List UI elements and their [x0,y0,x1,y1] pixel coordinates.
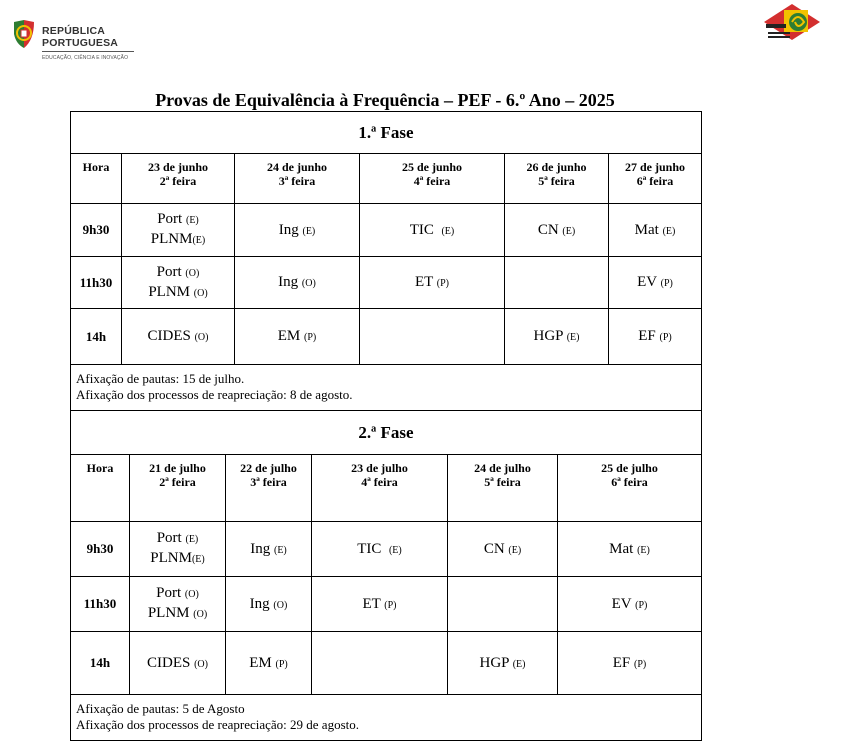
schedule-row [71,632,702,695]
exam-cell: Port (O) PLNM (O) [130,577,226,632]
day-header: 22 de julho 3ª feira [226,455,312,522]
exam-cell [505,257,609,309]
hora-cell: 14h [71,309,122,365]
phase2-schedule-table [70,410,702,741]
day-header: 24 de julho 5ª feira [448,455,558,522]
day-header: 25 de julho 6ª feira [558,455,702,522]
hora-cell: 11h30 [71,577,130,632]
republica-portuguesa-logo [10,18,140,68]
note-pautas: Afixação de pautas: 15 de julho. [76,371,245,386]
exam-cell: Mat (E) [558,522,702,577]
exam-cell: Ing (E) [235,204,360,257]
phase1-notes-row [71,365,702,411]
exam-cell: Ing (O) [235,257,360,309]
day-header: 27 de junho 6ª feira [609,154,702,204]
phase1-title-row [71,112,702,154]
logo-text-portuguesa: PORTUGUESA [42,37,119,49]
schedule-row [71,309,702,365]
exam-cell: EV (P) [558,577,702,632]
exam-cell [448,577,558,632]
schedule-row [71,577,702,632]
exam-cell: EV (P) [609,257,702,309]
phase2-header-row [71,455,702,522]
exam-cell: Mat (E) [609,204,702,257]
exam-cell: HGP (E) [505,309,609,365]
phase1-label: 1.ª Fase [71,112,702,154]
note-pautas: Afixação de pautas: 5 de Agosto [76,701,245,716]
phase2-title-row [71,411,702,455]
exam-cell: HGP (E) [448,632,558,695]
exam-cell: EM (P) [235,309,360,365]
exam-cell: TIC (E) [360,204,505,257]
phase1-header-row [71,154,702,204]
hora-cell: 9h30 [71,204,122,257]
exam-cell: Port (O) PLNM (O) [122,257,235,309]
hora-cell: 14h [71,632,130,695]
logo-divider [42,51,134,52]
document-title: Provas de Equivalência à Frequência – PEF - 6.º Ano – 2025 [155,90,615,110]
exam-cell: ET (P) [312,577,448,632]
phase2-label: 2.ª Fase [71,411,702,455]
note-reapreciacao: Afixação dos processos de reapreciação: 29 de agosto. [76,717,359,732]
schedule-row [71,522,702,577]
schedule-row [71,257,702,309]
exam-cell: EM (P) [226,632,312,695]
school-logo-icon [762,2,822,42]
hora-cell: 9h30 [71,522,130,577]
note-reapreciacao: Afixação dos processos de reapreciação: 8 de agosto. [76,387,353,402]
exam-cell: CIDES (O) [122,309,235,365]
hora-header: Hora [71,154,122,204]
exam-cell: CN (E) [505,204,609,257]
exam-cell: CN (E) [448,522,558,577]
day-header: 24 de junho 3ª feira [235,154,360,204]
phase1-schedule-table [70,111,702,411]
exam-cell: ET (P) [360,257,505,309]
exam-cell: Port (E) PLNM(E) [130,522,226,577]
hora-header: Hora [71,455,130,522]
logo-text-republica: REPÚBLICA [42,25,106,37]
exam-cell [312,632,448,695]
portuguese-emblem-icon [10,18,38,52]
exam-cell: CIDES (O) [130,632,226,695]
exam-cell: Ing (E) [226,522,312,577]
logo-text-ministry: EDUCAÇÃO, CIÊNCIA E INOVAÇÃO [42,55,129,61]
day-header: 25 de junho 4ª feira [360,154,505,204]
notes-cell [71,695,702,741]
exam-cell: EF (P) [609,309,702,365]
exam-cell: Ing (O) [226,577,312,632]
notes-cell [71,365,702,411]
exam-cell [360,309,505,365]
day-header: 23 de julho 4ª feira [312,455,448,522]
day-header: 26 de junho 5ª feira [505,154,609,204]
exam-cell: TIC (E) [312,522,448,577]
exam-cell: EF (P) [558,632,702,695]
hora-cell: 11h30 [71,257,122,309]
day-header: 21 de julho 2ª feira [130,455,226,522]
exam-cell: Port (E) PLNM(E) [122,204,235,257]
schedule-row [71,204,702,257]
day-header: 23 de junho 2ª feira [122,154,235,204]
phase2-notes-row [71,695,702,741]
